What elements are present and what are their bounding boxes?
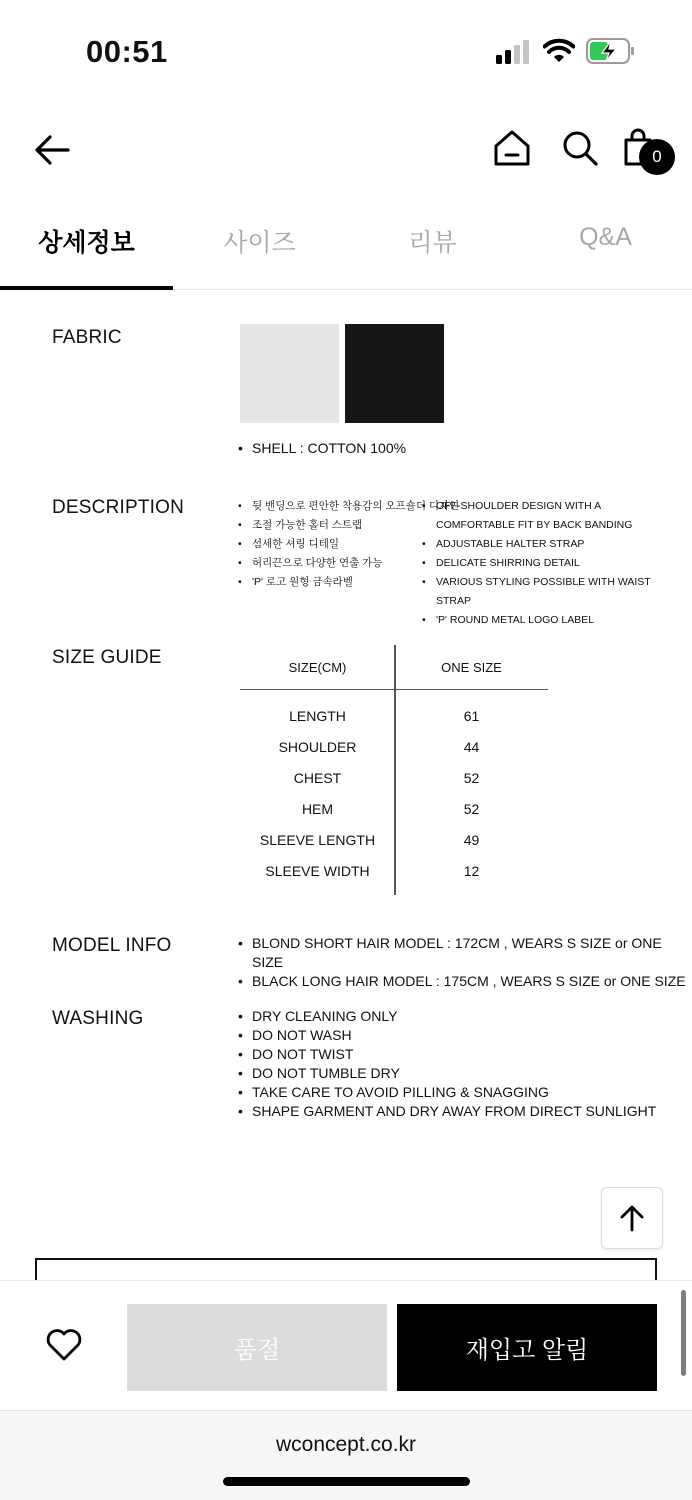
scroll-to-top-button[interactable]: [601, 1187, 663, 1249]
description-list-en: [422, 497, 682, 630]
description-ko-item: • 뒷 밴딩으로 편안한 착용감의 오프숄더 디자인: [238, 497, 459, 516]
size-measure-value: 44: [463, 738, 480, 755]
size-measure-name: HEM: [301, 800, 334, 817]
description-ko-item: • 'P' 로고 원형 금속라벨: [238, 573, 459, 592]
status-bar: [0, 0, 692, 100]
home-indicator[interactable]: [223, 1477, 470, 1486]
washing-item: • SHAPE GARMENT AND DRY AWAY FROM DIRECT SUNLIGHT: [238, 1102, 656, 1121]
heart-icon: [44, 1325, 84, 1365]
cellular-signal-icon: [496, 40, 532, 64]
size-measure-name: LENGTH: [289, 707, 346, 724]
size-measure-value: 49: [463, 831, 480, 848]
detail-tabs: [0, 205, 692, 290]
size-measure-value: 61: [463, 707, 480, 724]
size-measure-name: CHEST: [293, 769, 342, 786]
wishlist-button[interactable]: [44, 1325, 84, 1365]
description-en-item: • OFF-SHOULDER DESIGN WITH A COMFORTABLE FIT BY BACK BANDING: [422, 497, 682, 535]
washing-item: • DO NOT TUMBLE DRY: [238, 1064, 656, 1083]
fabric-composition-list: [238, 440, 406, 456]
size-measure-name: SLEEVE LENGTH: [259, 831, 376, 848]
tab-detail-info[interactable]: 상세정보: [0, 205, 173, 290]
size-table-divider: [394, 645, 396, 895]
size-measure-name: SLEEVE WIDTH: [265, 862, 370, 879]
size-header-cell: SIZE(CM): [288, 660, 347, 675]
washing-item: • DO NOT TWIST: [238, 1045, 656, 1064]
washing-item: • DRY CLEANING ONLY: [238, 1007, 656, 1026]
soldout-button[interactable]: 품절: [127, 1304, 387, 1391]
arrow-up-icon: [617, 1203, 647, 1233]
back-button[interactable]: [30, 128, 74, 172]
tab-qna[interactable]: Q&A: [579, 223, 632, 251]
top-nav: [0, 120, 692, 180]
size-guide-heading: SIZE GUIDE: [52, 647, 162, 668]
washing-heading: WASHING: [52, 1008, 144, 1029]
url-text[interactable]: wconcept.co.kr: [275, 1433, 417, 1456]
model-info-item: • BLOND SHORT HAIR MODEL : 172CM , WEARS S SIZE or ONE SIZE: [238, 934, 692, 972]
description-en-item: • VARIOUS STYLING POSSIBLE WITH WAIST STRAP: [422, 573, 682, 611]
home-icon: [490, 126, 534, 170]
tab-size[interactable]: 사이즈: [223, 229, 296, 257]
fabric-swatch-white: [240, 324, 339, 423]
cart-count-badge: 0: [639, 139, 675, 175]
size-measure-value: 52: [463, 769, 480, 786]
browser-url-bar: [0, 1410, 692, 1500]
washing-list: [238, 1007, 656, 1121]
description-ko-item: • 허리끈으로 다양한 연출 가능: [238, 554, 459, 573]
model-info-item: • BLACK LONG HAIR MODEL : 175CM , WEARS S SIZE or ONE SIZE: [238, 972, 692, 991]
fabric-swatch-black: [345, 324, 444, 423]
size-measure-name: SHOULDER: [278, 738, 357, 755]
search-button[interactable]: [558, 126, 602, 170]
description-ko-item: • 조절 가능한 홀터 스트랩: [238, 516, 459, 535]
washing-item: • TAKE CARE TO AVOID PILLING & SNAGGING: [238, 1083, 656, 1102]
washing-item: • DO NOT WASH: [238, 1026, 656, 1045]
arrow-left-icon: [30, 128, 74, 172]
size-header-cell: ONE SIZE: [441, 660, 502, 675]
description-en-item: • DELICATE SHIRRING DETAIL: [422, 554, 682, 573]
status-time: 00:51: [86, 34, 168, 69]
size-measure-value: 52: [463, 800, 480, 817]
restock-alert-button[interactable]: 재입고 알림: [397, 1304, 657, 1391]
bottom-action-bar: [0, 1280, 692, 1410]
page-scrollbar[interactable]: [681, 1290, 686, 1376]
tab-review[interactable]: 리뷰: [408, 229, 457, 257]
wifi-icon: [543, 38, 575, 64]
model-info-heading: MODEL INFO: [52, 935, 172, 956]
model-info-list: [238, 934, 692, 991]
battery-charging-icon: [586, 38, 636, 64]
description-ko-item: • 섬세한 셔링 디테일: [238, 535, 459, 554]
fabric-composition: • SHELL : COTTON 100%: [238, 440, 406, 456]
home-button[interactable]: [490, 126, 534, 170]
description-heading: DESCRIPTION: [52, 497, 185, 518]
search-icon: [558, 126, 602, 170]
size-measure-value: 12: [463, 862, 480, 879]
fabric-heading: FABRIC: [52, 327, 122, 348]
description-en-item: • ADJUSTABLE HALTER STRAP: [422, 535, 682, 554]
description-en-item: • 'P' ROUND METAL LOGO LABEL: [422, 611, 682, 630]
